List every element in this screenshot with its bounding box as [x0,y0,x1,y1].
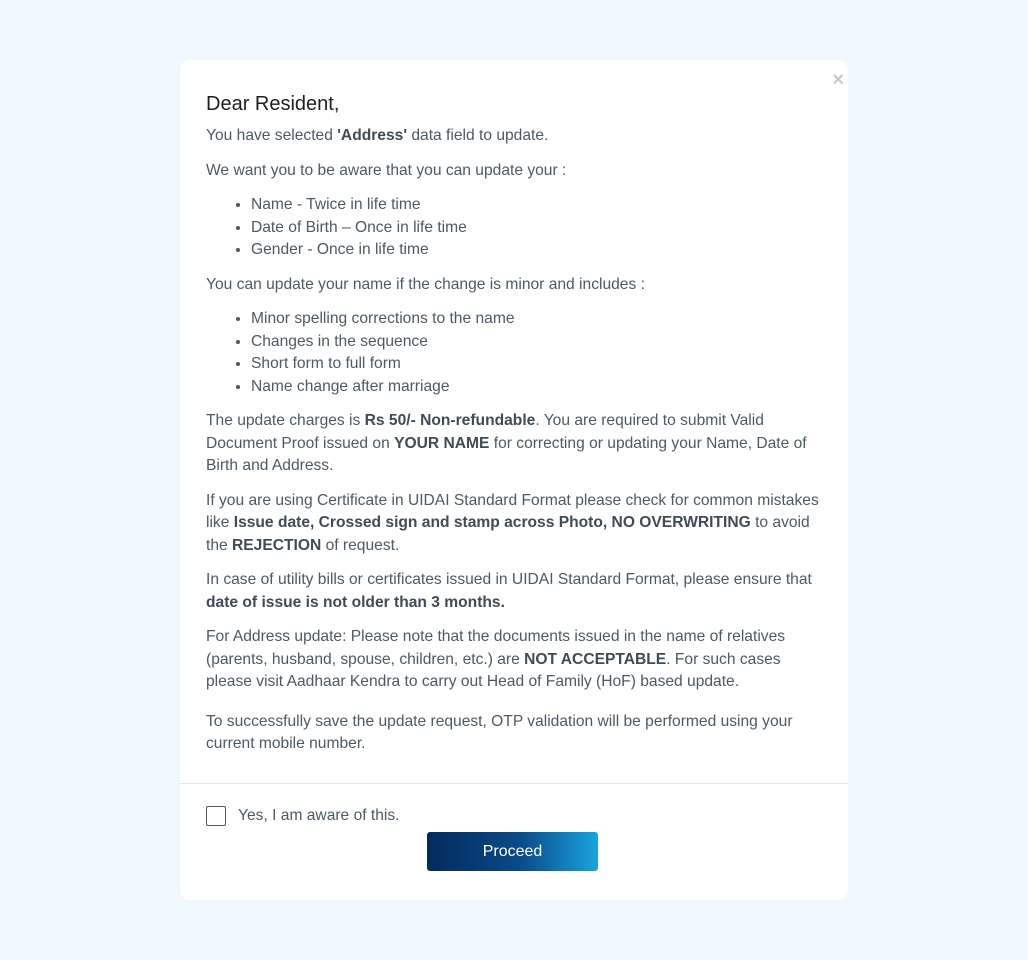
modal-title: Dear Resident, [206,93,340,115]
aware-checkbox[interactable] [206,806,226,826]
list-item: • Changes in the sequence [251,331,826,354]
selected-field-text: You have selected 'Address' data field to update. [206,127,549,144]
utility-bill-text: In case of utility bills or certificates issued in UIDAI Standard Format, please ensure that date of issue is not older than 3 months. [206,571,812,611]
aware-checkbox-row[interactable] [206,806,826,826]
aware-checkbox-label: Yes, I am aware of this. [238,807,400,824]
name-change-intro-text: You can update your name if the change is minor and includes : [206,275,645,293]
list-item: • Name change after marriage [251,376,826,399]
charges-text: The update charges is Rs 50/- Non-refundable. You are required to submit Valid Document Proof issued on YOUR NAME for correcting or updating your Name, Date of Birth and Address. [206,412,807,474]
otp-text: To successfully save the update request, OTP validation will be performed using your current mobile number. [206,712,793,752]
list-item: • Short form to full form [251,353,826,376]
divider [180,783,848,784]
list-item: • Minor spelling corrections to the name [251,308,826,331]
list-item: • Gender - Once in life time [251,239,826,262]
modal-body [206,92,826,768]
certificate-text: If you are using Certificate in UIDAI Standard Format please check for common mistakes like Issue date, Crossed sign and stamp across Photo, NO OVERWRITING to avoid the REJECTION of request. [206,491,819,554]
list-item: • Name - Twice in life time [251,194,826,217]
update-info-modal [180,60,848,900]
list-item: • Date of Birth – Once in life time [251,217,826,240]
proceed-button[interactable]: Proceed [427,832,598,871]
name-changes-list [206,308,826,398]
close-icon[interactable]: × [832,69,844,91]
address-update-text: For Address update: Please note that the documents issued in the name of relatives (parents, husband, spouse, children, etc.) are NOT ACCEPTABLE. For such cases please visit Aadhaar Kendra to carry out Head of Family (HoF) based update. [206,628,786,690]
update-intro-text: We want you to be aware that you can update your : [206,161,567,179]
modal-footer [206,806,826,860]
update-limits-list [206,194,826,262]
